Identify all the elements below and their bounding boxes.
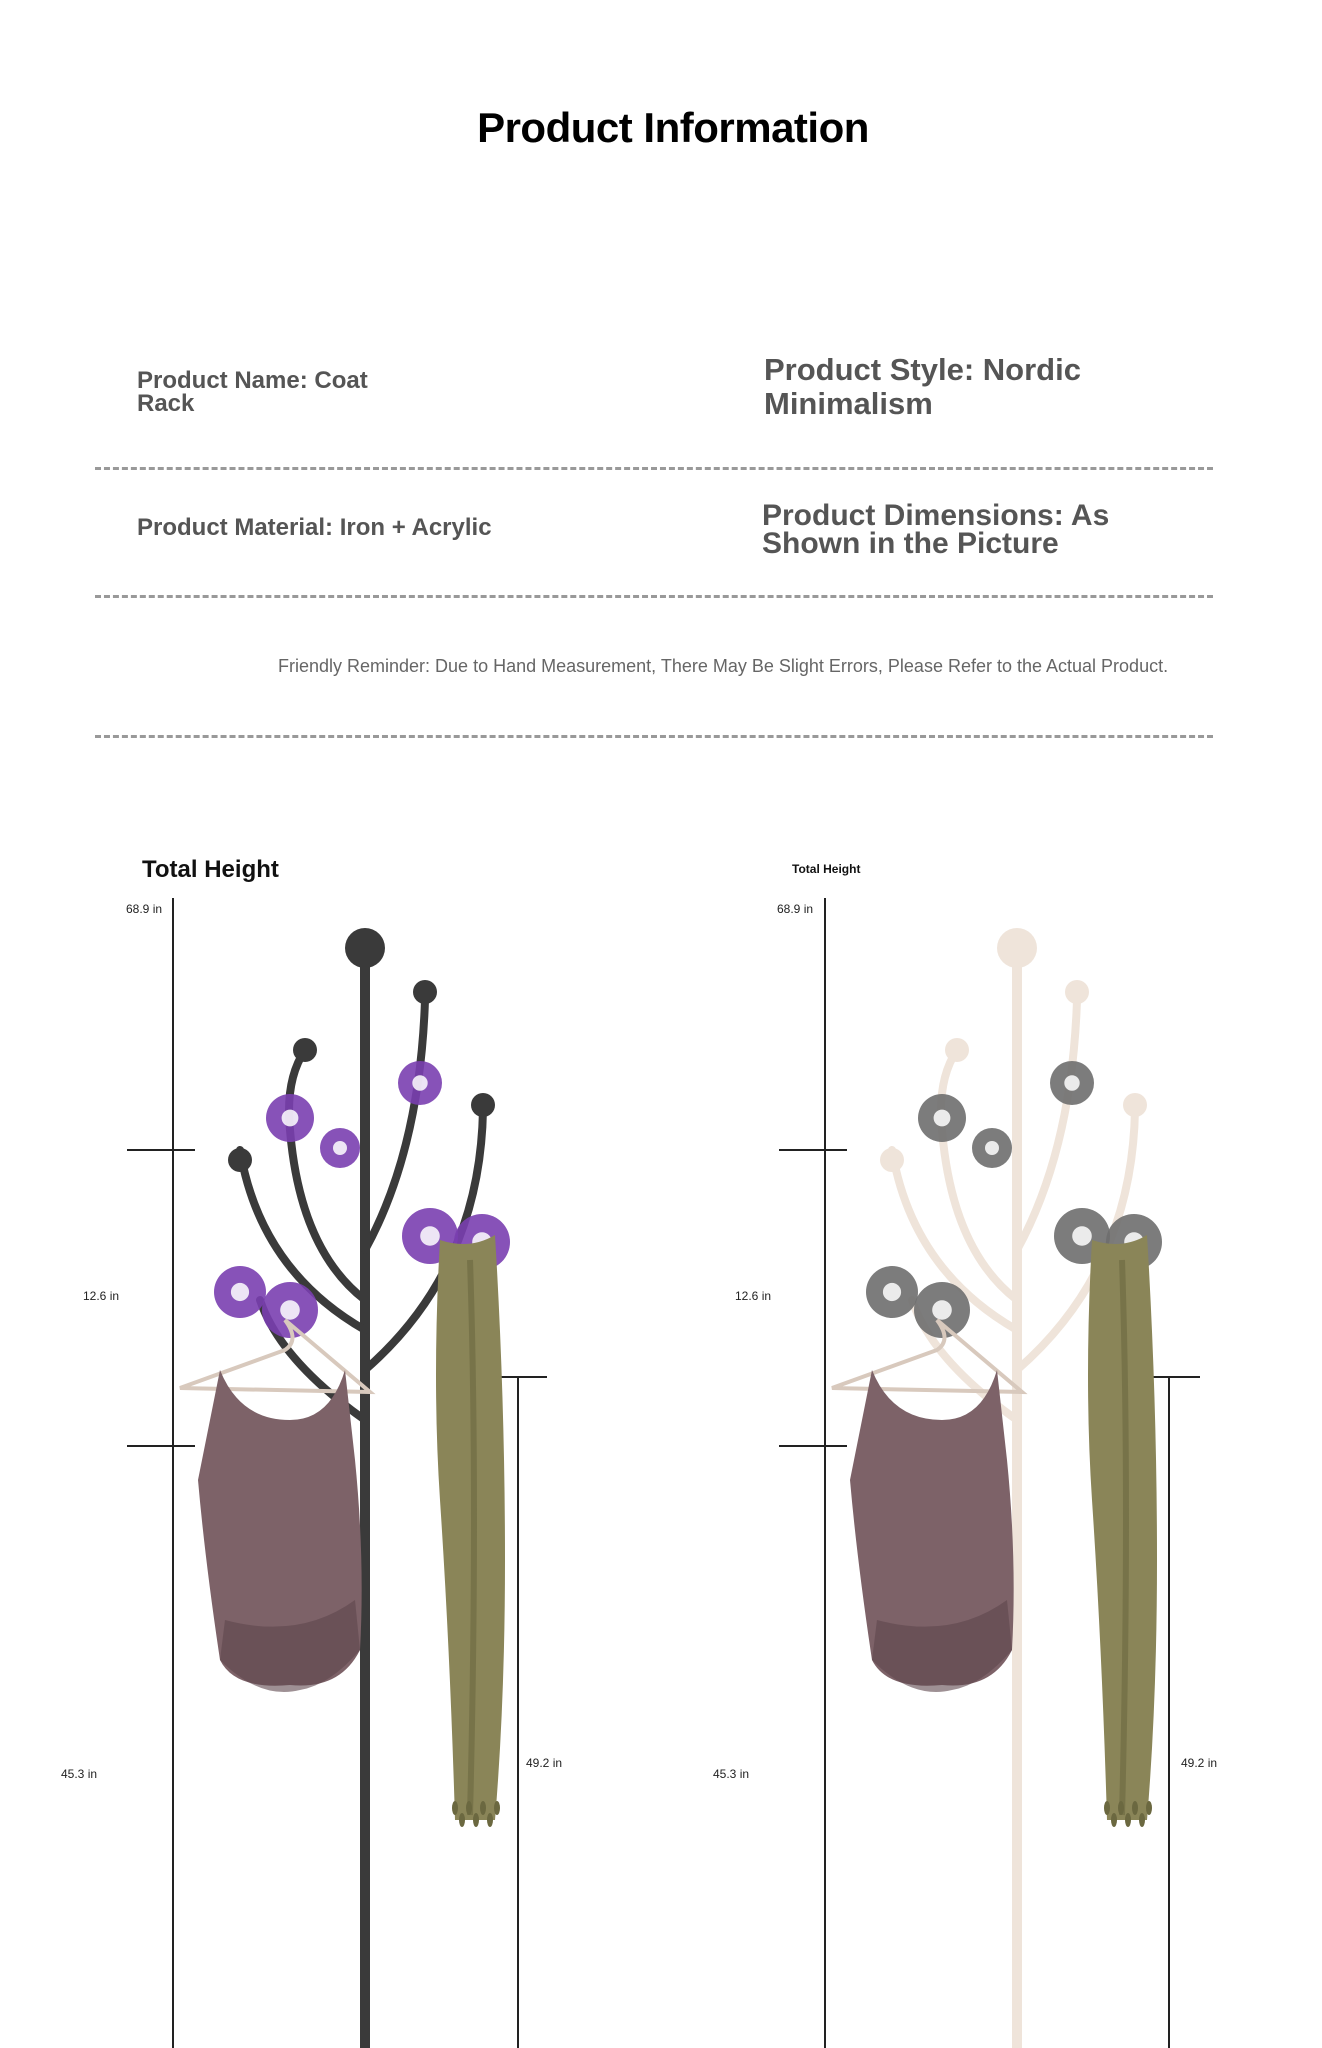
right-height-value: 49.2 in: [1181, 1756, 1218, 1770]
branch-ball: [880, 1148, 904, 1172]
branch-ball: [293, 1038, 317, 1062]
hook-span-value: 12.6 in: [83, 1289, 120, 1303]
product-style: Product Style: Nordic Minimalism: [764, 352, 1081, 421]
disc-hole: [231, 1283, 249, 1301]
disc-hole: [420, 1226, 440, 1246]
scarf-tassel: [466, 1801, 472, 1815]
scarf-tassel: [1132, 1801, 1138, 1815]
total-height-heading: Total Height: [792, 862, 861, 876]
scarf-tassel: [473, 1813, 479, 1827]
disc-hole: [282, 1110, 299, 1127]
scarf-tassel: [1104, 1801, 1110, 1815]
product-name: Product Name: Coat Rack: [137, 367, 368, 417]
product-dimensions: Product Dimensions: As Shown in the Picture: [762, 499, 1110, 560]
total-height-value: 68.9 in: [126, 902, 163, 916]
scarf-tassel: [1118, 1801, 1124, 1815]
disc-hole: [932, 1300, 952, 1320]
disc-hole: [1064, 1075, 1079, 1090]
scarf-tassel: [1146, 1801, 1152, 1815]
branch-ball: [413, 980, 437, 1004]
total-height-value: 68.9 in: [777, 902, 814, 916]
lower-height-value: 45.3 in: [713, 1767, 750, 1781]
branch-ball: [1123, 1093, 1147, 1117]
scarf-tassel: [1111, 1813, 1117, 1827]
scarf-tassel: [459, 1813, 465, 1827]
total-height-heading: Total Height: [142, 856, 279, 883]
friendly-reminder: Friendly Reminder: Due to Hand Measurement, There May Be Slight Errors, Please Refer to the Actual Product.: [278, 656, 1169, 676]
scarf-tassel: [1139, 1813, 1145, 1827]
branch-ball: [228, 1148, 252, 1172]
branch-ball: [471, 1093, 495, 1117]
top-ball: [345, 928, 385, 968]
right-height-value: 49.2 in: [526, 1756, 563, 1770]
scarf-tassel: [494, 1801, 500, 1815]
rack-branch: [941, 1050, 1017, 1300]
rack-branch: [289, 1050, 365, 1300]
product-material: Product Material: Iron + Acrylic: [137, 514, 492, 541]
disc-hole: [280, 1300, 300, 1320]
hook-span-value: 12.6 in: [735, 1289, 772, 1303]
scarf-tassel: [452, 1801, 458, 1815]
top-ball: [997, 928, 1037, 968]
disc-hole: [985, 1141, 999, 1155]
scarf-tassel: [1125, 1813, 1131, 1827]
scarf-tassel: [480, 1801, 486, 1815]
branch-ball: [945, 1038, 969, 1062]
disc-hole: [1072, 1226, 1092, 1246]
branch-ball: [1065, 980, 1089, 1004]
disc-hole: [412, 1075, 427, 1090]
scarf-tassel: [487, 1813, 493, 1827]
disc-hole: [333, 1141, 347, 1155]
disc-hole: [934, 1110, 951, 1127]
coat-rack-white-illustration: [652, 0, 1313, 2048]
lower-height-value: 45.3 in: [61, 1767, 98, 1781]
disc-hole: [883, 1283, 901, 1301]
page-title: Product Information: [477, 104, 869, 151]
